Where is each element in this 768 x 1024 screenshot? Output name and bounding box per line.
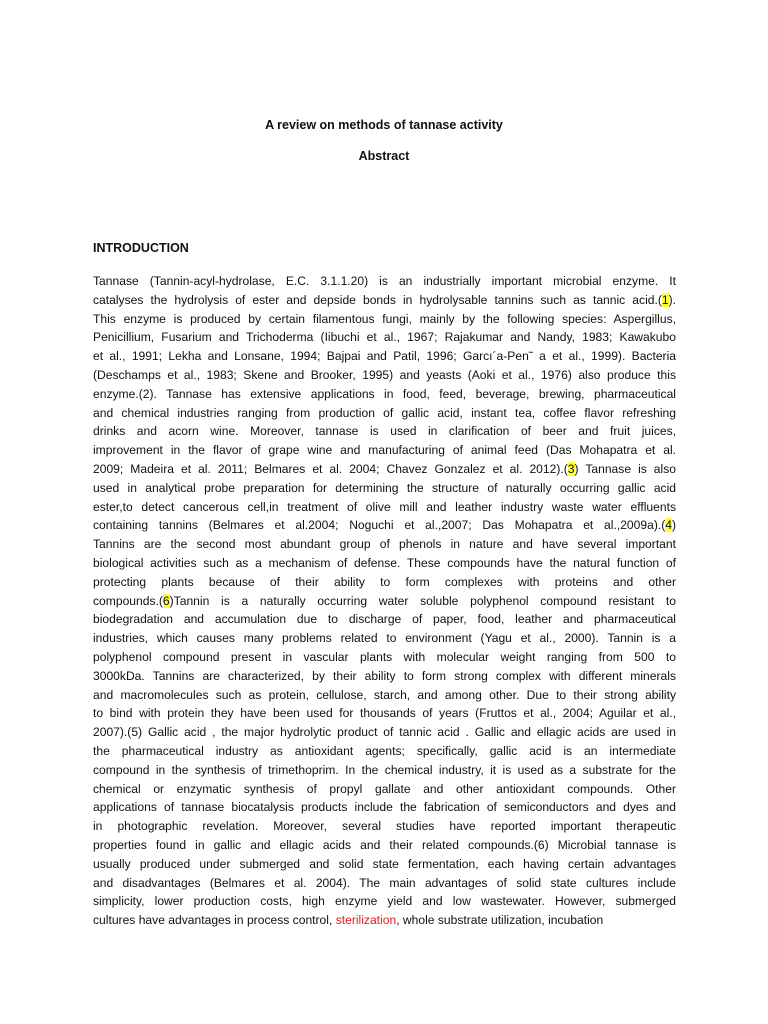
text-segment: cultures have advantages in process control, [93,913,336,928]
text-segment: ). [668,292,676,307]
text-line [93,479,676,498]
text-segment: chemical or enzymatic synthesis of propyl gallate and other antioxidant compounds. Other [93,781,676,796]
text-line [93,592,676,611]
text-segment: drinks and acorn wine. Moreover, tannase is used in clarification of beer and fruit juices, [93,424,676,439]
text-segment: ) [671,518,676,533]
document-title: A review on methods of tannase activity [265,118,503,132]
text-line [93,610,676,629]
text-segment: polyphenol compound present in vascular plants with molecular weight ranging from 500 to [93,649,676,664]
text-segment: enzyme.(2). Tannase has extensive applications in food, feed, beverage, brewing, pharmaceutical [93,386,676,401]
text-segment: improvement in the flavor of grape wine and manufacturing of animal feed (Das Mohapatra et al. [93,443,676,458]
text-line [93,385,676,404]
introduction-body [93,272,676,930]
text-segment: catalyses the hydrolysis of ester and depside bonds in hydrolysable tannins such as tannic acid.( [93,292,662,307]
text-line [93,460,676,479]
text-segment: 2007).(5) Gallic acid , the major hydrolytic product of tannic acid . Gallic and ellagic acids are used in [93,725,676,740]
text-segment: 3000kDa. Tannins are characterized, by their ability to form strong complex with different minerals [93,668,676,683]
text-line [93,836,676,855]
text-segment: Penicillium, Fusarium and Trichoderma (Iibuchi et al., 1967; Rajakumar and Nandy, 1983; Kawakubo [93,330,676,345]
text-segment: Tannins are the second most abundant group of phenols in nature and have several important [93,537,676,552]
text-line [93,855,676,874]
text-segment: properties found in gallic and ellagic acids and their related compounds.(6) Microbial tannase is [93,837,676,852]
text-line [93,554,676,573]
text-line [93,911,676,930]
text-line [93,422,676,441]
text-segment: ) Tannase is also [574,461,676,476]
text-segment: , whole substrate utilization, incubation [396,913,604,928]
text-line [93,366,676,385]
text-segment: protecting plants because of their ability to form complexes with proteins and other [93,574,676,589]
text-line [93,535,676,554]
text-line [93,310,676,329]
text-line [93,404,676,423]
text-segment: (Deschamps et al., 1983; Skene and Brooker, 1995) and yeasts (Aoki et al., 1976) also produce this [93,367,676,382]
abstract-heading: Abstract [358,149,410,163]
text-line [93,629,676,648]
text-segment: This enzyme is produced by certain filamentous fungi, mainly by the following species: Aspergillus, [93,311,676,326]
text-segment: and macromolecules such as protein, cellulose, starch, and among other. Due to their strong ability [93,687,676,702]
text-segment: the pharmaceutical industry as antioxidant agents; specifically, gallic acid is an intermediate [93,743,676,758]
text-segment: used in analytical probe preparation for determining the structure of naturally occurring gallic acid [93,480,676,495]
text-segment: biological activities such as a mechanism of defense. These compounds have the natural function of [93,555,676,570]
text-segment: biodegradation and accumulation due to discharge of paper, food, leather and pharmaceutical [93,612,676,627]
text-segment: applications of tannase biocatalysis products include the fabrication of semiconductors and dyes and [93,800,676,815]
text-line [93,686,676,705]
text-line [93,441,676,460]
text-line [93,798,676,817]
text-segment: )Tannin is a naturally occurring water soluble polyphenol compound resistant to [169,593,676,608]
text-segment: simplicity, lower production costs, high enzyme yield and low wastewater. However, submerged [93,894,676,909]
introduction-heading: INTRODUCTION [93,241,189,255]
text-line [93,780,676,799]
red-emphasis-text: sterilization [335,913,397,928]
text-segment: to bind with protein they have been used for thousands of years (Fruttos et al., 2004; Aguilar et al., [93,706,676,721]
text-segment: Tannase (Tannin-acyl-hydrolase, E.C. 3.1.1.20) is an industrially important microbial enzyme. It [93,274,676,288]
text-segment: usually produced under submerged and solid state fermentation, each having certain advantages [93,856,676,871]
text-segment: industries, which causes many problems related to environment (Yagu et al., 2000). Tannin is a [93,631,676,646]
text-segment: compounds.( [93,593,163,608]
text-line [93,516,676,535]
text-line [93,291,676,310]
text-line [93,817,676,836]
text-segment: in photographic revelation. Moreover, several studies have reported important therapeutic [93,819,676,834]
text-segment: compound in the synthesis of trimethoprim. In the chemical industry, it is used as a substrate for the [93,762,676,777]
highlighted-citation: 3 [567,461,575,476]
text-line [93,742,676,761]
text-line [93,874,676,893]
text-segment: ester,to detect cancerous cell,in treatment of olive mill and leather industry waste water effluents [93,499,676,514]
text-segment: and disadvantages (Belmares et al. 2004). The main advantages of solid state cultures include [93,875,676,890]
highlighted-citation: 4 [665,518,672,533]
text-segment: 2009; Madeira et al. 2011; Belmares et al. 2004; Chavez Gonzalez et al. 2012).( [93,461,568,476]
text-line [93,498,676,517]
text-line [93,704,676,723]
text-segment: and chemical industries ranging from production of gallic acid, instant tea, coffee flavor refreshing [93,405,676,420]
highlighted-citation: 1 [661,292,669,307]
highlighted-citation: 6 [162,593,170,608]
text-line [93,347,676,366]
text-line [93,328,676,347]
text-line [93,272,676,291]
text-line [93,723,676,742]
text-segment: et al., 1991; Lekha and Lonsane, 1994; Bajpai and Patil, 1996; Garcı´a-Pen˜ a et al., 1999). Bacteria [93,349,676,364]
text-line [93,667,676,686]
text-line [93,892,676,911]
text-line [93,648,676,667]
text-segment: containing tannins (Belmares et al.2004; Noguchi et al.,2007; Das Mohapatra et al.,2009a).( [93,518,666,533]
text-line [93,761,676,780]
text-line [93,573,676,592]
